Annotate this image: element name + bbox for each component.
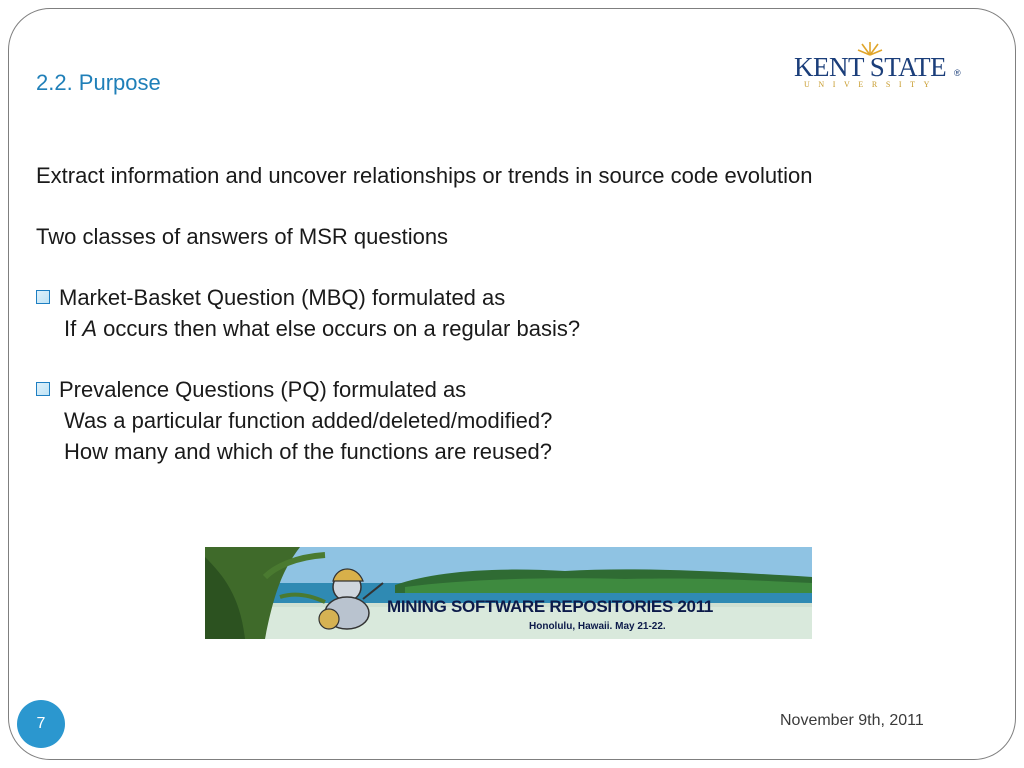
banner-title: MINING SOFTWARE REPOSITORIES 2011	[387, 597, 714, 616]
footer-date: November 9th, 2011	[780, 712, 924, 729]
msr-2011-banner	[205, 547, 812, 639]
bullet-pq	[36, 374, 996, 405]
bullet-pq-heading: Prevalence Questions (PQ) formulated as	[59, 377, 467, 402]
logo-subtitle: UNIVERSITY	[804, 80, 938, 89]
bullet-pq-detail-2: How many and which of the functions are reused?	[64, 439, 552, 464]
bullet-mbq-heading: Market-Basket Question (MBQ) formulated as	[59, 285, 506, 310]
checkbox-bullet-icon	[36, 382, 50, 396]
banner-island-scene	[205, 547, 812, 639]
checkbox-bullet-icon	[36, 290, 50, 304]
bullet-mbq	[36, 282, 996, 313]
classes-statement: Two classes of answers of MSR questions	[36, 224, 449, 249]
banner-subtitle: Honolulu, Hawaii. May 21-22.	[529, 621, 666, 632]
slide-body	[36, 160, 996, 467]
bullet-mbq-detail-prefix: If	[64, 316, 83, 341]
bullet-mbq-detail	[36, 313, 996, 344]
bullet-mbq-detail-suffix: occurs then what else occurs on a regular basis?	[97, 316, 581, 341]
kent-state-logo	[792, 40, 972, 96]
purpose-statement: Extract information and uncover relationships or trends in source code evolution	[36, 163, 813, 188]
slide-title: 2.2. Purpose	[36, 70, 161, 95]
logo-wordmark: KENT STATE	[794, 52, 947, 82]
page-number-badge: 7	[17, 700, 65, 748]
bullet-mbq-detail-emph: A	[82, 316, 98, 341]
logo-registered-mark: ®	[954, 68, 961, 78]
bullet-pq-detail-1: Was a particular function added/deleted/modified?	[64, 408, 553, 433]
